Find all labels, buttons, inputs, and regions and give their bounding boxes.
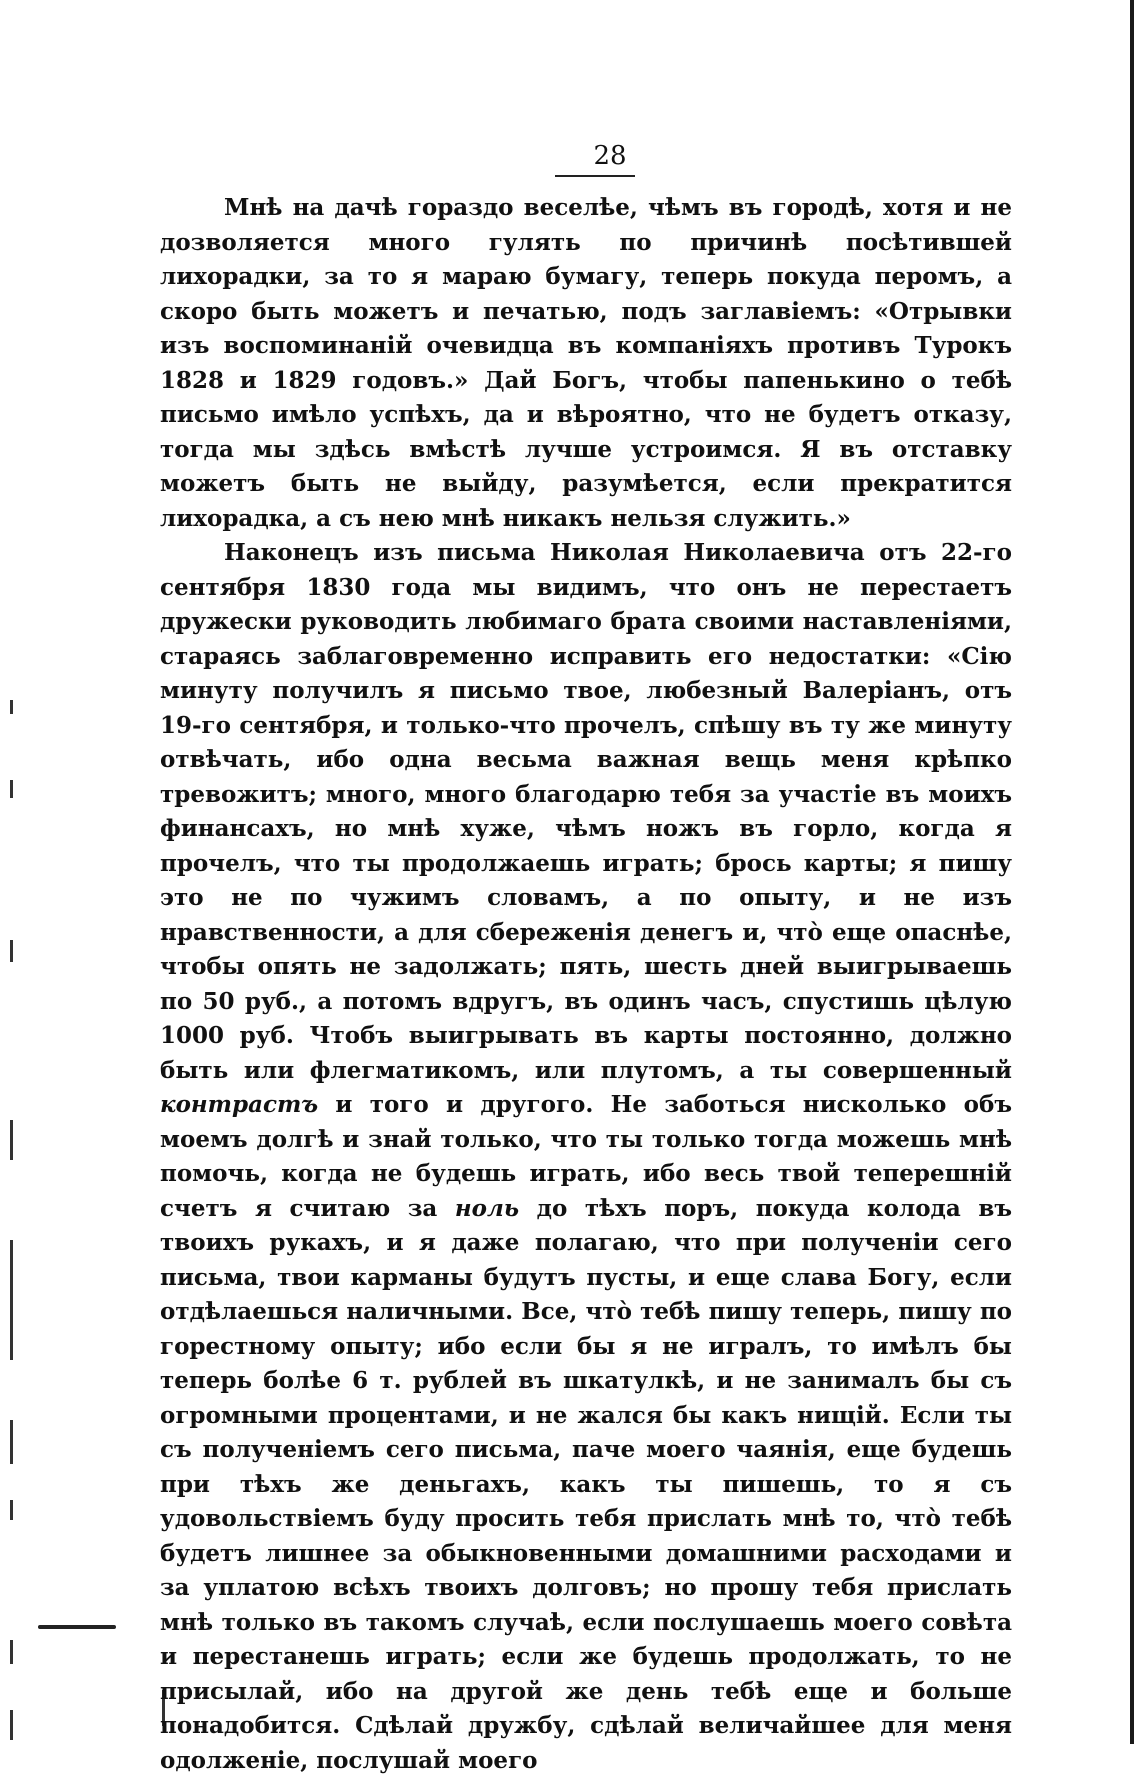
body-text xyxy=(160,191,1012,1778)
scan-margin-marks xyxy=(10,700,18,1740)
italic-word-kontrast: контрастъ xyxy=(160,1091,319,1118)
page-number: 28 xyxy=(593,141,627,171)
paragraph-1-text: Мнѣ на дачѣ гораздо веселѣе, чѣмъ въ городѣ, хотя и не дозволяется много гулять по причинѣ посѣтившей лихорадки, за то я мараю бумагу, теперь покуда перомъ, а скоро быть можетъ и печатью, подъ заглавіемъ: «Отрывки изъ воспоминаній очевидца въ компаніяхъ противъ Турокъ 1828 и 1829 годовъ.» Дай Богъ, чтобы папенькино о тебѣ письмо имѣло успѣхъ, да и вѣроятно, что не будетъ отказу, тогда мы здѣсь вмѣстѣ лучше устроимся. Я въ отставку можетъ быть не выйду, разумѣется, если прекратится лихорадка, а съ нею мнѣ никакъ нельзя служить.» xyxy=(160,194,1012,532)
paragraph-2-text-b: и того и другого. Не заботься нисколько объ моемъ долгѣ и знай только, что ты только тогда можешь мнѣ помочь, когда не будешь играть, ибо весь твой теперешній счетъ я считаю за xyxy=(160,1091,1012,1222)
scan-dash-mark xyxy=(38,1625,116,1629)
paragraph-2 xyxy=(160,536,1012,1778)
paragraph-2-text-a: Наконецъ изъ письма Николая Николаевича отъ 22-го сентября 1830 года мы видимъ, что онъ не перестаетъ дружески руководить любимаго брата своими наставленіями, стараясь заблаговременно исправить его недостатки: «Сію минуту получилъ я письмо твое, любезный Валеріанъ, отъ 19-го сентября, и только-что прочелъ, спѣшу въ ту же минуту отвѣчать, ибо одна весьма важная вещь меня крѣпко тревожитъ; много, много благодарю тебя за участіе въ моихъ финансахъ, но мнѣ хуже, чѣмъ ножъ въ горло, когда я прочелъ, что ты продолжаешь играть; брось карты; я пишу это не по чужимъ словамъ, а по опыту, и не изъ нравственности, а для сбереженія денегъ и, что̀ еще опаснѣе, чтобы опять не задолжать; пять, шесть дней выигрываешь по 50 руб., а потомъ вдругъ, въ одинъ часъ, спустишь цѣлую 1000 руб. Чтобъ выигрывать въ карты постоянно, должно быть или флегматикомъ, или плутомъ, а ты совершенный xyxy=(160,539,1012,1084)
paragraph-2-text-c: до тѣхъ поръ, покуда колода въ твоихъ рукахъ, и я даже полагаю, что при полученіи сего письма, твои карманы будутъ пусты, и еще слава Богу, если отдѣлаешься наличными. Все, что̀ тебѣ пишу теперь, пишу по горестному опыту; ибо если бы я не игралъ, то имѣлъ бы теперь болѣе 6 т. рублей въ шкатулкѣ, и не занималъ бы съ огромными процентами, и не жался бы какъ нищій. Если ты съ полученіемъ сего письма, паче моего чаянія, еще будешь при тѣхъ же деньгахъ, какъ ты пишешь, то я съ удовольствіемъ буду просить тебя прислать мнѣ то, что̀ тебѣ будетъ лишнее за обыкновенными домашними расходами и за уплатою всѣхъ твоихъ долговъ; но прошу тебя прислать мнѣ только въ такомъ случаѣ, если послушаешь моего совѣта и перестанешь играть; если же будешь продолжать, то не присылай, ибо на другой же день тебѣ еще и больше понадобится. Сдѣлай дружбу, сдѣлай величайшее для меня одолженіе, послушай моего xyxy=(160,1194,1012,1774)
paragraph-1 xyxy=(160,191,1012,536)
italic-word-nol: ноль xyxy=(454,1194,520,1222)
page-number-rule xyxy=(555,175,635,177)
page-edge-shadow xyxy=(1130,0,1134,1744)
